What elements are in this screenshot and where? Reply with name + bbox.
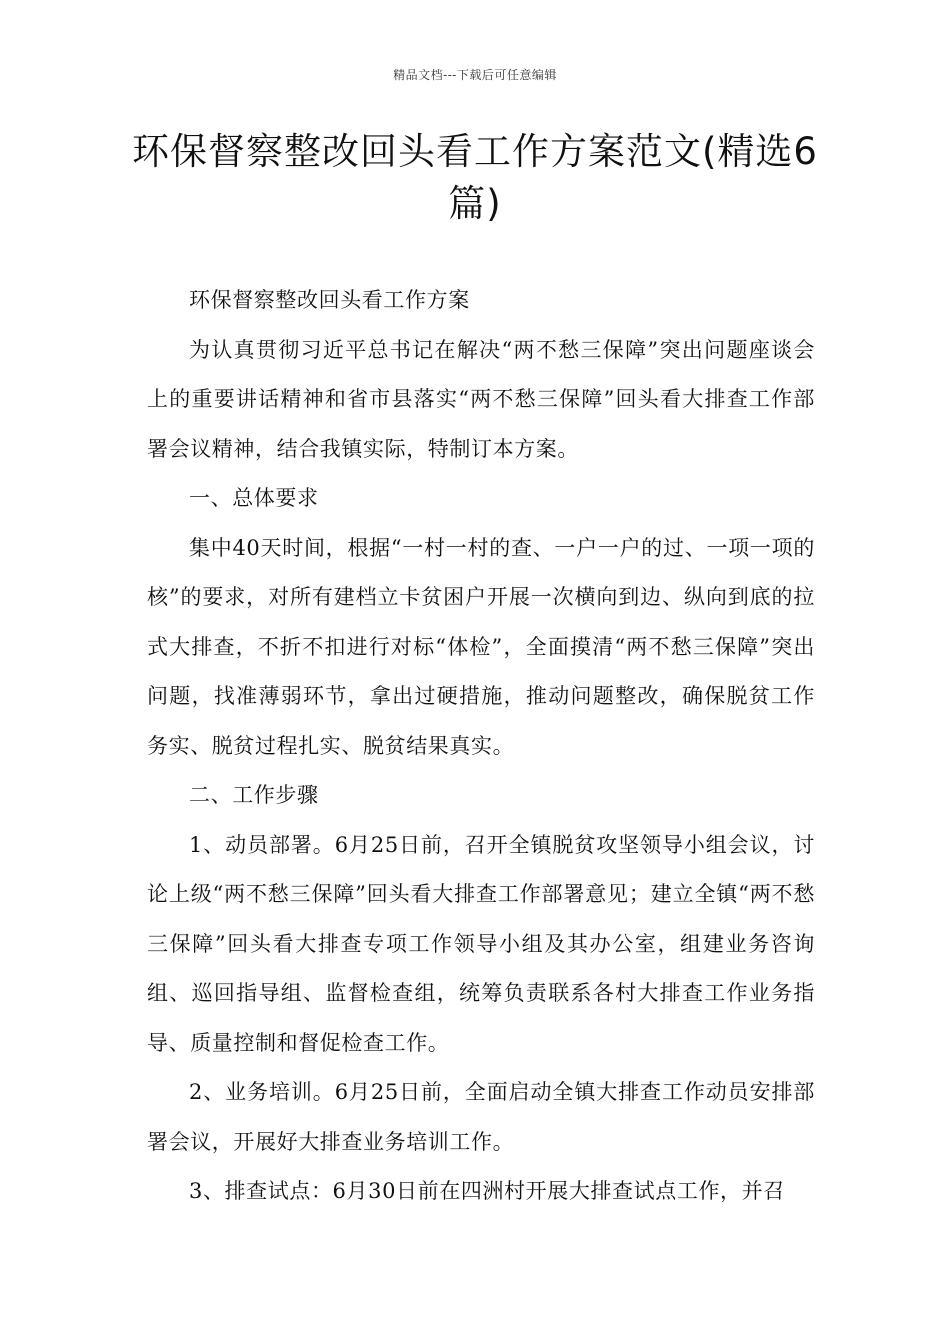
step-3-paragraph: 3、排查试点：6月30日前在四洲村开展大排查试点工作，并召 <box>189 1179 785 1203</box>
section-subtitle: 环保督察整改回头看工作方案 <box>189 288 470 312</box>
document-body <box>147 276 815 1217</box>
intro-paragraph: 为认真贯彻习近平总书记在解决“两不愁三保障”突出问题座谈会上的重要讲话精神和省市县落实“两不愁三保障”回头看大排查工作部署会议精神，结合我镇实际，特制订本方案。 <box>147 337 815 461</box>
section-heading-overall-requirements: 一、总体要求 <box>189 486 319 510</box>
section-heading-work-steps: 二、工作步骤 <box>189 783 319 807</box>
requirements-paragraph: 集中40天时间，根据“一村一村的查、一户一户的过、一项一项的核”的要求，对所有建档立卡贫困户开展一次横向到边、纵向到底的拉式大排查，不折不扣进行对标“体检”，全面摸清“两不愁三保障”突出问题，找准薄弱环节，拿出过硬措施，推动问题整改，确保脱贫工作务实、脱贫过程扎实、脱贫结果真实。 <box>147 535 815 758</box>
step-1-paragraph: 1、动员部署。6月25日前，召开全镇脱贫攻坚领导小组会议，讨论上级“两不愁三保障”回头看大排查工作部署意见；建立全镇“两不愁三保障”回头看大排查专项工作领导小组及其办公室，组建业务咨询组、巡回指导组、监督检查组，统筹负责联系各村大排查工作业务指导、质量控制和督促检查工作。 <box>147 832 815 1055</box>
document-title: 环保督察整改回头看工作方案范文(精选6篇) <box>132 130 818 225</box>
step-2-paragraph: 2、业务培训。6月25日前，全面启动全镇大排查工作动员安排部署会议，开展好大排查业务培训工作。 <box>147 1080 815 1154</box>
header-note: 精品文档---下载后可任意编辑 <box>393 68 557 82</box>
